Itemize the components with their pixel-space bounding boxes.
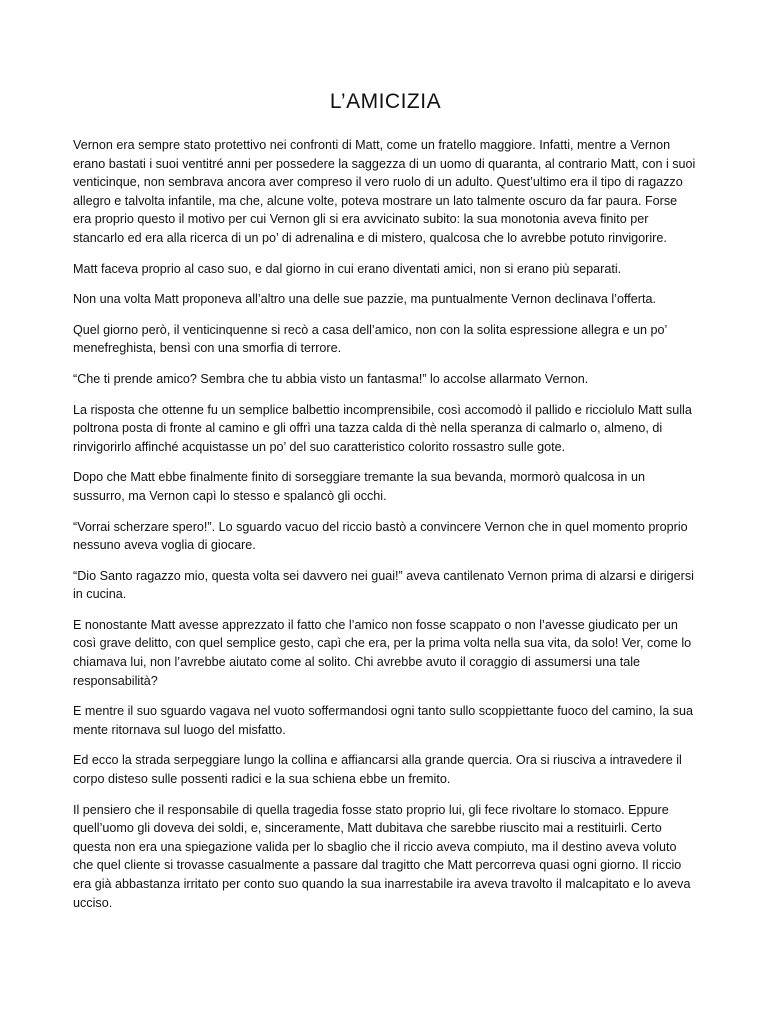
paragraph-5: “Che ti prende amico? Sembra che tu abbia visto un fantasma!” lo accolse allarmato Vernon. bbox=[73, 371, 589, 386]
paragraph-6: La risposta che ottenne fu un semplice balbettio incomprensibile, così accomodò il pallido e ricciolulo Matt sulla poltrona posta di fronte al camino e gli offrì una tazza calda di thè nella speranza di calmarlo o, almeno, di rinvigorirlo affinché acquistasse un po’ del suo caratteristico colorito rossastro sulle gote. bbox=[73, 402, 692, 454]
paragraph-12: Ed ecco la strada serpeggiare lungo la collina e affiancarsi alla grande quercia. Ora si riusciva a intravedere il corpo disteso sulle possenti radici e la sua schiena ebbe un fremito. bbox=[73, 753, 682, 787]
paragraph-8: “Vorrai scherzare spero!”. Lo sguardo vacuo del riccio bastò a convincere Vernon che in quel momento proprio nessuno aveva voglia di giocare. bbox=[73, 519, 688, 553]
paragraph-13: Il pensiero che il responsabile di quella tragedia fosse stato proprio lui, gli fece rivoltare lo stomaco. Eppure quell’uomo gli doveva dei soldi, e, sinceramente, Matt dubitava che sarebbe riuscito mai a restituirli. Certo questa non era una spiegazione valida per lo sbaglio che il riccio aveva compiuto, ma il destino aveva voluto che quel cliente si trovasse casualmente a passare dal tragitto che Matt percorreva quasi ogni giorno. Il riccio era già abbastanza irritato per conto suo quando la sua inarrestabile ira aveva travolto il malcapitato e lo aveva ucciso. bbox=[73, 802, 691, 910]
paragraph-3: Non una volta Matt proponeva all’altro una delle sue pazzie, ma puntualmente Vernon declinava l’offerta. bbox=[73, 292, 656, 307]
paragraph-11: E mentre il suo sguardo vagava nel vuoto soffermandosi ogni tanto sullo scoppiettante fuoco del camino, la sua mente ritornava sul luogo del misfatto. bbox=[73, 704, 694, 737]
paragraph-1: Vernon era sempre stato protettivo nei confronti di Matt, come un fratello maggiore. Infatti, mentre a Vernon erano bastati i suoi ventitré anni per possedere la saggezza di un uomo di quaranta, al contrario Matt, con i suoi venticinque, non sembrava ancora aver compreso il vero ruolo di un adulto. Quest’ultimo era il tipo di ragazzo allegro e talvolta infantile, ma che, alcune volte, poteva mostrare un lato talmente oscuro da far paura. Forse era proprio questo il motivo per cui Vernon gli si era avvicinato subito: la sua monotonia aveva finito per stancarlo ed era alla ricerca di un po’ di adrenalina e di mistero, qualcosa che lo avrebbe potuto rinvigorire. bbox=[73, 138, 696, 245]
paragraph-2: Matt faceva proprio al caso suo, e dal giorno in cui erano diventati amici, non si erano più separati. bbox=[73, 261, 622, 276]
document-title: L’AMICIZIA bbox=[329, 90, 442, 113]
paragraph-9: “Dio Santo ragazzo mio, questa volta sei davvero nei guai!” aveva cantilenato Vernon prima di alzarsi e dirigersi in cucina. bbox=[73, 568, 694, 602]
paragraph-10: E nonostante Matt avesse apprezzato il fatto che l’amico non fosse scappato o non l’avesse giudicato per un così grave delitto, con quel semplice gesto, capì che era, per la prima volta nella sua vita, da solo! Ver, come lo chiamava lui, non l’avrebbe aiutato come al solito. Chi avrebbe avuto il coraggio di assumersi una tale responsabilità? bbox=[73, 617, 692, 688]
paragraph-7: Dopo che Matt ebbe finalmente finito di sorseggiare tremante la sua bevanda, mormorò qualcosa in un sussurro, ma Vernon capì lo stesso e spalancò gli occhi. bbox=[73, 470, 645, 503]
paragraph-4: Quel giorno però, il venticinquenne si recò a casa dell’amico, non con la solita espressione allegra e un po’ menefreghista, bensì con una smorfia di terrore. bbox=[73, 322, 667, 356]
